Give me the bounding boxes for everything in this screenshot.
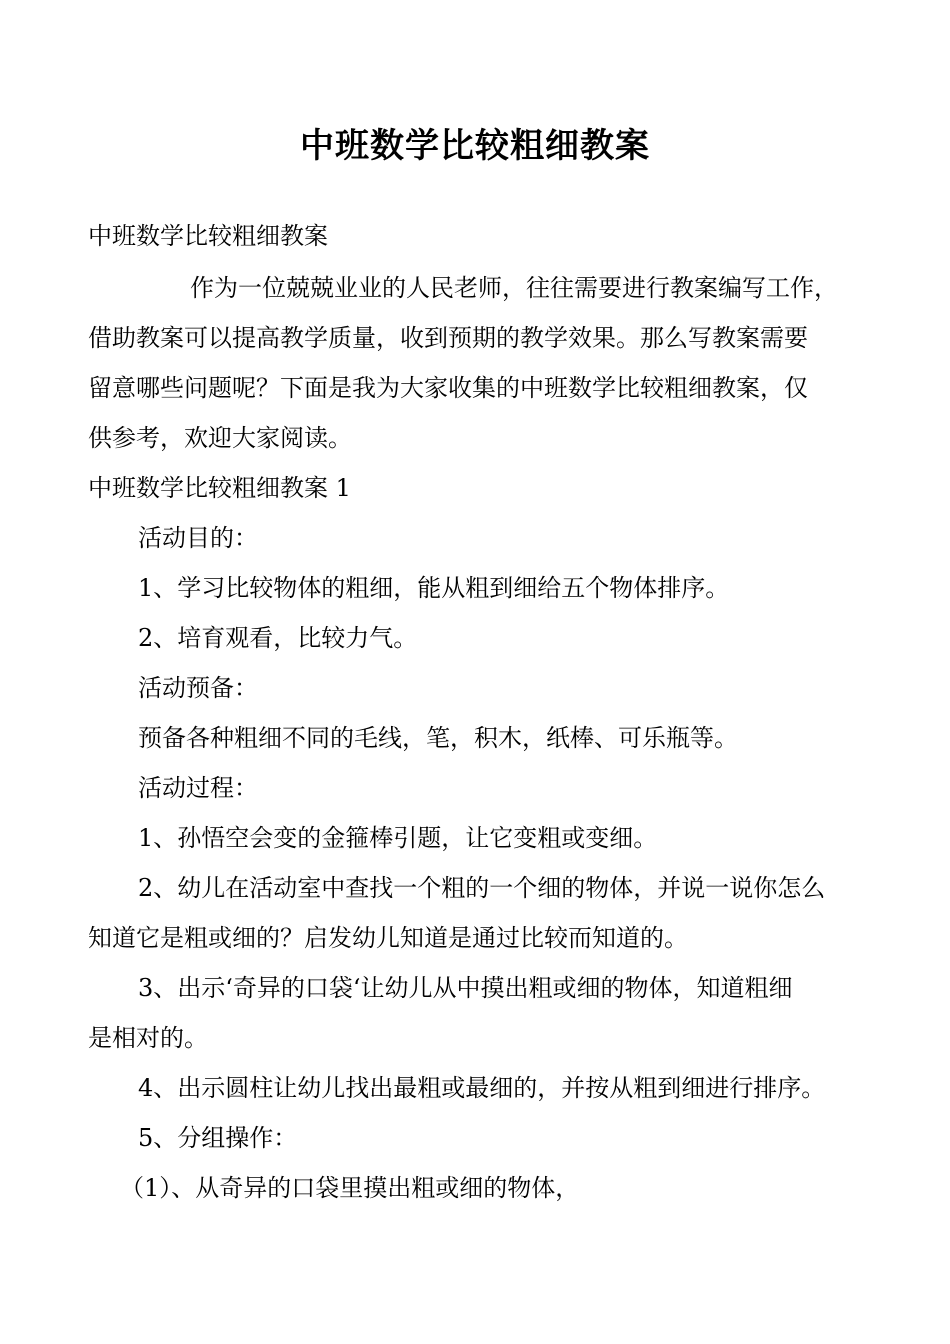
step-line-4: 3、出示‘奇异的口袋‘让幼儿从中摸出粗或细的物体，知道粗细 bbox=[138, 974, 793, 1002]
goals-label: 活动目的： bbox=[138, 524, 258, 552]
step-line-7: 5、分组操作： bbox=[138, 1124, 298, 1152]
step-line-1: 1、孙悟空会变的金箍棒引题，让它变粗或变细。 bbox=[138, 824, 658, 852]
section-heading: 中班数学比较粗细教案 1 bbox=[88, 474, 351, 502]
step-line-2: 2、幼儿在活动室中查找一个粗的一个细的物体，并说一说你怎么 bbox=[138, 874, 826, 902]
document-subtitle: 中班数学比较粗细教案 bbox=[88, 222, 328, 250]
step-line-5: 是相对的。 bbox=[88, 1024, 208, 1052]
intro-line-2: 借助教案可以提高教学质量，收到预期的教学效果。那么写教案需要 bbox=[88, 324, 808, 352]
intro-line-4: 供参考，欢迎大家阅读。 bbox=[88, 424, 352, 452]
document-title: 中班数学比较粗细教案 bbox=[300, 126, 650, 166]
goal-item-1: 1、学习比较物体的粗细，能从粗到细给五个物体排序。 bbox=[138, 574, 730, 602]
intro-line-3: 留意哪些问题呢？下面是我为大家收集的中班数学比较粗细教案，仅 bbox=[88, 374, 808, 402]
step-line-6: 4、出示圆柱让幼儿找出最粗或最细的，并按从粗到细进行排序。 bbox=[138, 1074, 826, 1102]
process-label: 活动过程： bbox=[138, 774, 258, 802]
step-line-3: 知道它是粗或细的？启发幼儿知道是通过比较而知道的。 bbox=[88, 924, 688, 952]
goal-item-2: 2、培育观看，比较力气。 bbox=[138, 624, 418, 652]
intro-line-1: 作为一位兢兢业业的人民老师，往往需要进行教案编写工作， bbox=[190, 274, 838, 302]
step-line-8: （1）、从奇异的口袋里摸出粗或细的物体， bbox=[120, 1174, 580, 1202]
prep-text: 预备各种粗细不同的毛线，笔，积木，纸棒、可乐瓶等。 bbox=[138, 724, 738, 752]
prep-label: 活动预备： bbox=[138, 674, 258, 702]
